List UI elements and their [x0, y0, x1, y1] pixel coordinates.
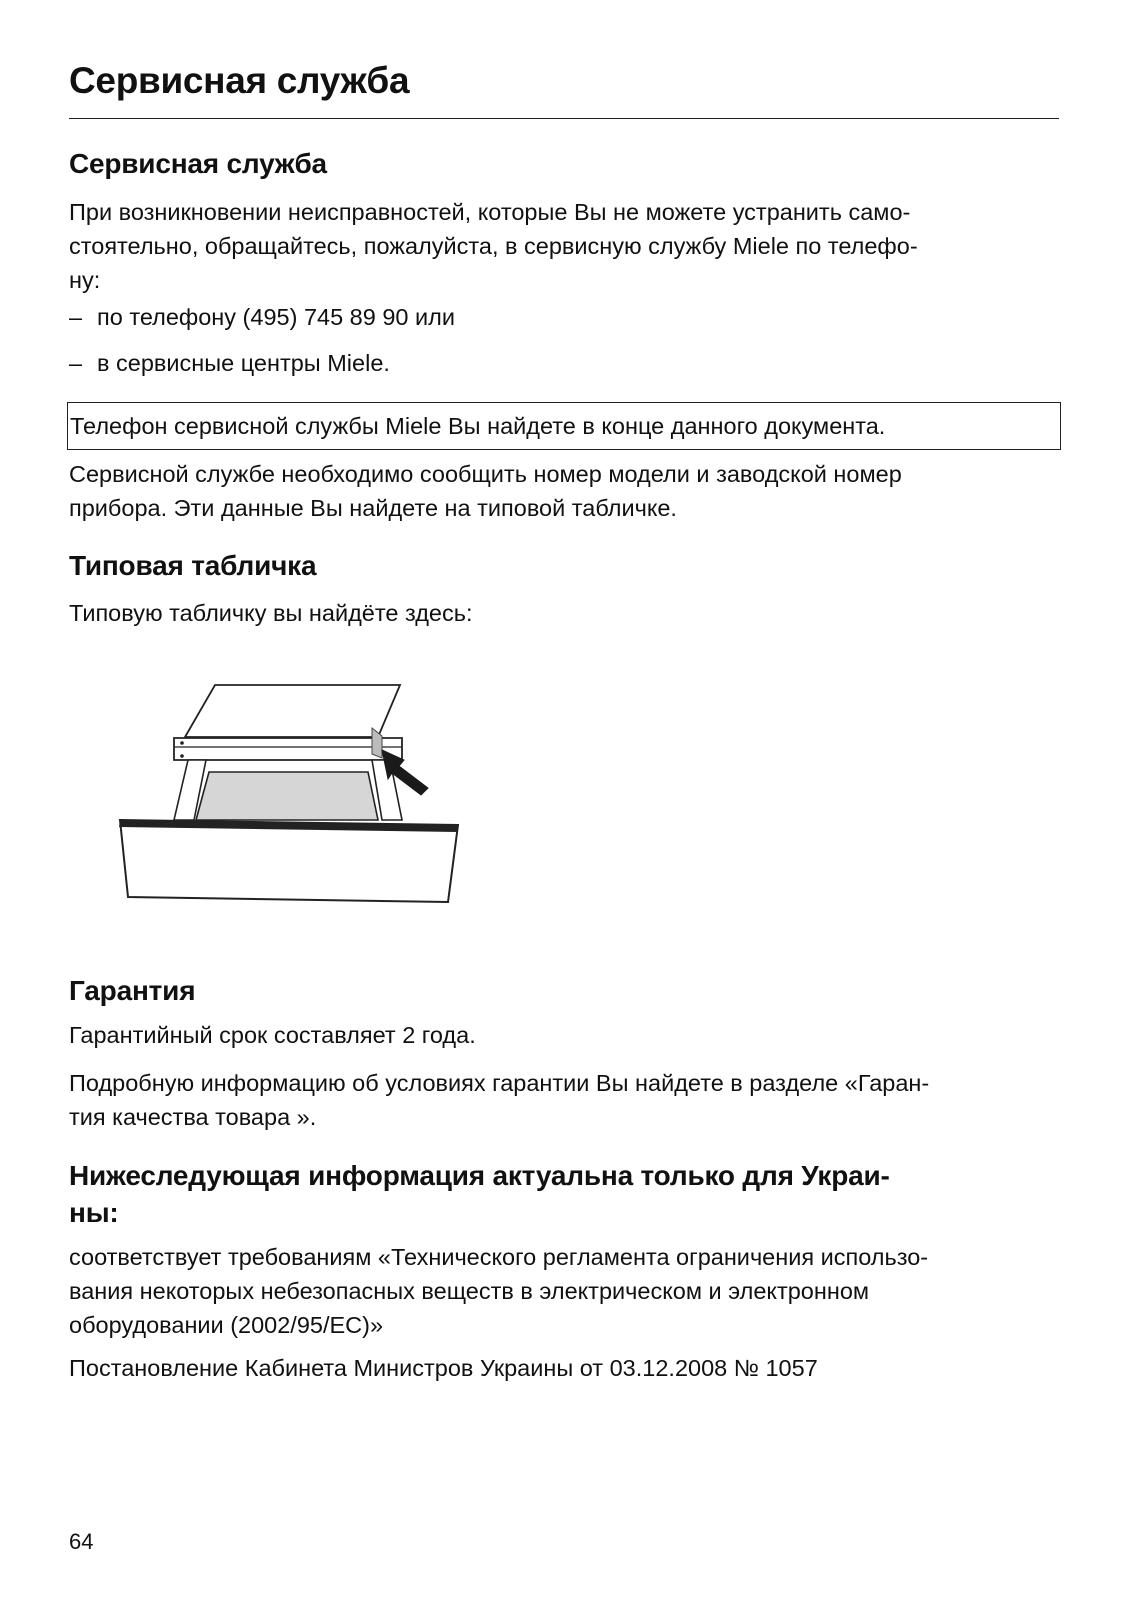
ukraine-resolution-line: Постановление Кабинета Министров Украины от 03.12.2008 № 1057 [69, 1355, 818, 1381]
nameplate-text [69, 596, 1059, 630]
drawer-front-panel [120, 820, 458, 902]
ukraine-heading-line: Нижеследующая информация актуальна только для Украи- [69, 1160, 890, 1191]
warranty-details [69, 1066, 1059, 1134]
warranty-term-line: Гарантийный срок составляет 2 года. [69, 1022, 476, 1048]
nameplate-text-line: Типовую табличку вы найдёте здесь: [69, 600, 473, 626]
warranty-details-line: тия качества товара ». [69, 1104, 317, 1130]
drawer-frame [174, 738, 402, 760]
note-box: Телефон сервисной службы Miele Вы найдете в конце данного документа. [67, 402, 1061, 450]
page-title: Сервисная служба [69, 60, 410, 101]
warranty-heading: Гарантия [69, 975, 196, 1006]
ukraine-text-line: вания некоторых небезопасных веществ в электрическом и электронном [69, 1278, 870, 1304]
service-intro-line: ну: [69, 267, 101, 293]
drawer-top-panel [185, 685, 400, 737]
ukraine-text [69, 1240, 1059, 1342]
drawer-illustration [110, 680, 470, 910]
list-dash: – [69, 350, 83, 376]
ukraine-text-line: соответствует требованиям «Технического регламента ограничения использо- [69, 1244, 929, 1270]
list-item [69, 352, 390, 376]
page-number: 64 [69, 1529, 94, 1554]
service-intro-line: стоятельно, обращайтесь, пожалуйста, в сервисную службу Miele по телефо- [69, 233, 918, 259]
service-info [69, 457, 1059, 525]
ukraine-heading-line: ны: [69, 1197, 119, 1228]
service-info-line: прибора. Эти данные Вы найдете на типовой табличке. [69, 495, 677, 521]
ukraine-resolution [69, 1351, 1059, 1385]
service-intro-line: При возникновении неисправностей, которые Вы не можете устранить само- [69, 199, 911, 225]
warranty-term [69, 1018, 1059, 1052]
service-info-line: Сервисной службе необходимо сообщить номер модели и заводской номер [69, 461, 902, 487]
service-heading: Сервисная служба [69, 148, 327, 179]
ukraine-heading [69, 1157, 890, 1231]
warranty-details-line: Подробную информацию об условиях гарантии Вы найдете в разделе «Гаран- [69, 1070, 930, 1096]
service-intro [69, 195, 1059, 297]
ukraine-text-line: оборудовании (2002/95/EC)» [69, 1312, 384, 1338]
drawer-inner-bottom [196, 772, 378, 820]
list-dash: – [69, 304, 83, 330]
list-item-text: по телефону (495) 745 89 90 или [97, 304, 455, 330]
list-item-text: в сервисные центры Miele. [97, 350, 390, 376]
list-item [69, 306, 455, 330]
title-divider [69, 118, 1059, 119]
nameplate-heading: Типовая табличка [69, 550, 317, 581]
